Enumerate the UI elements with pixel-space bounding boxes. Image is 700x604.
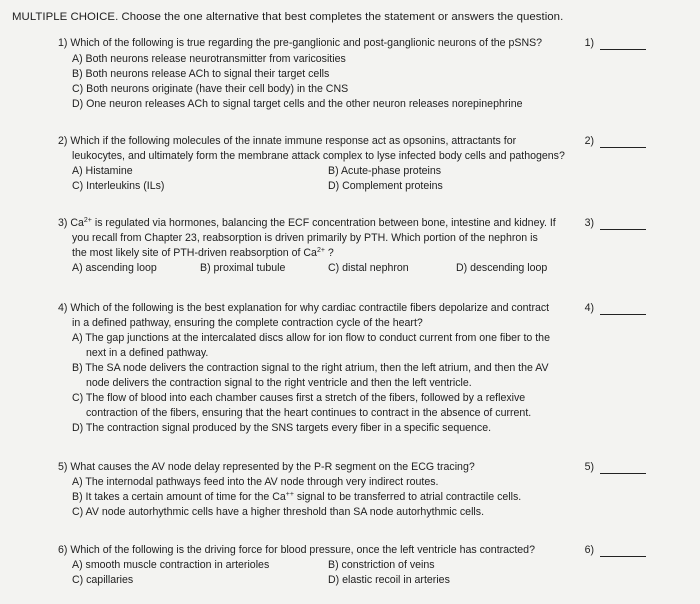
question-6-option-c[interactable]: C) capillaries [72, 574, 134, 586]
question-5-option-a[interactable]: A) The internodal pathways feed into the AV node through very indirect routes. [72, 476, 439, 488]
answer-3-number: 3) [584, 217, 594, 229]
superscript-charge: 2+ [316, 247, 325, 254]
answer-2-blank[interactable] [600, 136, 646, 148]
question-3-stem-line-2: you recall from Chapter 23, reabsorption is driven primarily by PTH. Which portion of the nephron is [72, 232, 538, 244]
question-4-stem-line-1: 4) Which of the following is the best explanation for why cardiac contractile fibers depolarize and contract [58, 302, 550, 314]
superscript-charge: 2+ [83, 217, 92, 224]
question-3-option-a[interactable]: A) ascending loop [72, 262, 157, 274]
question-6-option-b[interactable]: B) constriction of veins [328, 559, 435, 571]
answer-2-number: 2) [584, 135, 594, 147]
answer-5-blank[interactable] [600, 462, 646, 474]
question-5-option-b-text-2: signal to be transferred to atrial contractile cells. [293, 491, 522, 503]
question-6 [58, 543, 568, 588]
question-1-option-c[interactable]: C) Both neurons originate (have their cell body) in the CNS [72, 83, 349, 95]
instructions-header: MULTIPLE CHOICE. Choose the one alternative that best completes the statement or answers the question. [12, 11, 564, 23]
answer-1-number: 1) [584, 37, 594, 49]
question-3-stem-line-3 [58, 246, 568, 261]
question-4 [58, 301, 568, 436]
superscript-charge: ++ [285, 491, 294, 498]
question-1-option-a[interactable]: A) Both neurons release neurotransmitter from varicosities [72, 53, 346, 65]
question-3-stem-line-1 [58, 216, 568, 231]
question-3-stem-line-3b: ? [324, 247, 334, 259]
question-2-option-a[interactable]: A) Histamine [72, 165, 133, 177]
question-1 [58, 36, 568, 112]
answer-1-blank[interactable] [600, 38, 646, 50]
question-3-stem-b: is regulated via hormones, balancing the ECF concentration between bone, intestine and kidney. If [91, 217, 556, 229]
answer-6-number: 6) [584, 544, 594, 556]
answer-6-blank[interactable] [600, 545, 646, 557]
question-3-stem-line-3a: the most likely site of PTH-driven reabsorption of Ca [72, 247, 317, 259]
question-2-stem-line-2: leukocytes, and ultimately form the membrane attack complex to lyse infected body cells and pathogens? [72, 150, 565, 162]
question-2-option-d[interactable]: D) Complement proteins [328, 180, 443, 192]
question-1-option-b[interactable]: B) Both neurons release ACh to signal their target cells [72, 68, 330, 80]
question-4-option-d[interactable]: D) The contraction signal produced by the SNS targets every fiber in a specific sequence. [72, 422, 492, 434]
answer-4-number: 4) [584, 302, 594, 314]
answer-5-number: 5) [584, 461, 594, 473]
question-5-option-b[interactable] [58, 490, 568, 505]
question-3-stem-a: 3) Ca [58, 217, 84, 229]
question-4-stem-line-2: in a defined pathway, ensuring the complete contraction cycle of the heart? [72, 317, 423, 329]
question-5-option-b-text-1: B) It takes a certain amount of time for the Ca [72, 491, 286, 503]
question-4-option-c[interactable]: C) The flow of blood into each chamber causes first a stretch of the fibers, followed by a reflexive contraction of the fibers, ensuring that the heart continues to contract in the absence of current. [72, 392, 532, 419]
question-1-stem: 1) Which of the following is true regarding the pre-ganglionic and post-ganglionic neurons of the pSNS? [58, 37, 543, 49]
question-5-stem: 5) What causes the AV node delay represented by the P-R segment on the ECG tracing? [58, 461, 475, 473]
question-3-option-b[interactable]: B) proximal tubule [200, 262, 286, 274]
question-6-option-d[interactable]: D) elastic recoil in arteries [328, 574, 450, 586]
answer-3-blank[interactable] [600, 218, 646, 230]
question-3-option-d[interactable]: D) descending loop [456, 262, 548, 274]
question-2-stem-line-1: 2) Which if the following molecules of the innate immune response act as opsonins, attractants for [58, 135, 517, 147]
question-4-option-b[interactable]: B) The SA node delivers the contraction signal to the right atrium, then the left atrium, and then the AV node delivers the contraction signal to the right ventricle and then the left ventricle. [72, 362, 549, 389]
question-4-option-a[interactable]: A) The gap junctions at the intercalated discs allow for ion flow to conduct current from one fiber to the next in a defined pathway. [72, 332, 550, 359]
question-2-option-b[interactable]: B) Acute-phase proteins [328, 165, 442, 177]
question-2-option-c[interactable]: C) Interleukins (ILs) [72, 180, 165, 192]
question-3-option-c[interactable]: C) distal nephron [328, 262, 409, 274]
question-5 [58, 460, 568, 520]
question-5-option-c[interactable]: C) AV node autorhythmic cells have a higher threshold than SA node autorhythmic cells. [72, 506, 485, 518]
answer-4-blank[interactable] [600, 303, 646, 315]
question-3 [58, 216, 568, 276]
question-2 [58, 134, 578, 194]
question-1-option-d[interactable]: D) One neuron releases ACh to signal target cells and the other neuron releases norepinephrine [72, 98, 523, 110]
question-6-option-a[interactable]: A) smooth muscle contraction in arterioles [72, 559, 270, 571]
question-6-stem: 6) Which of the following is the driving force for blood pressure, once the left ventricle has contracted? [58, 544, 535, 556]
